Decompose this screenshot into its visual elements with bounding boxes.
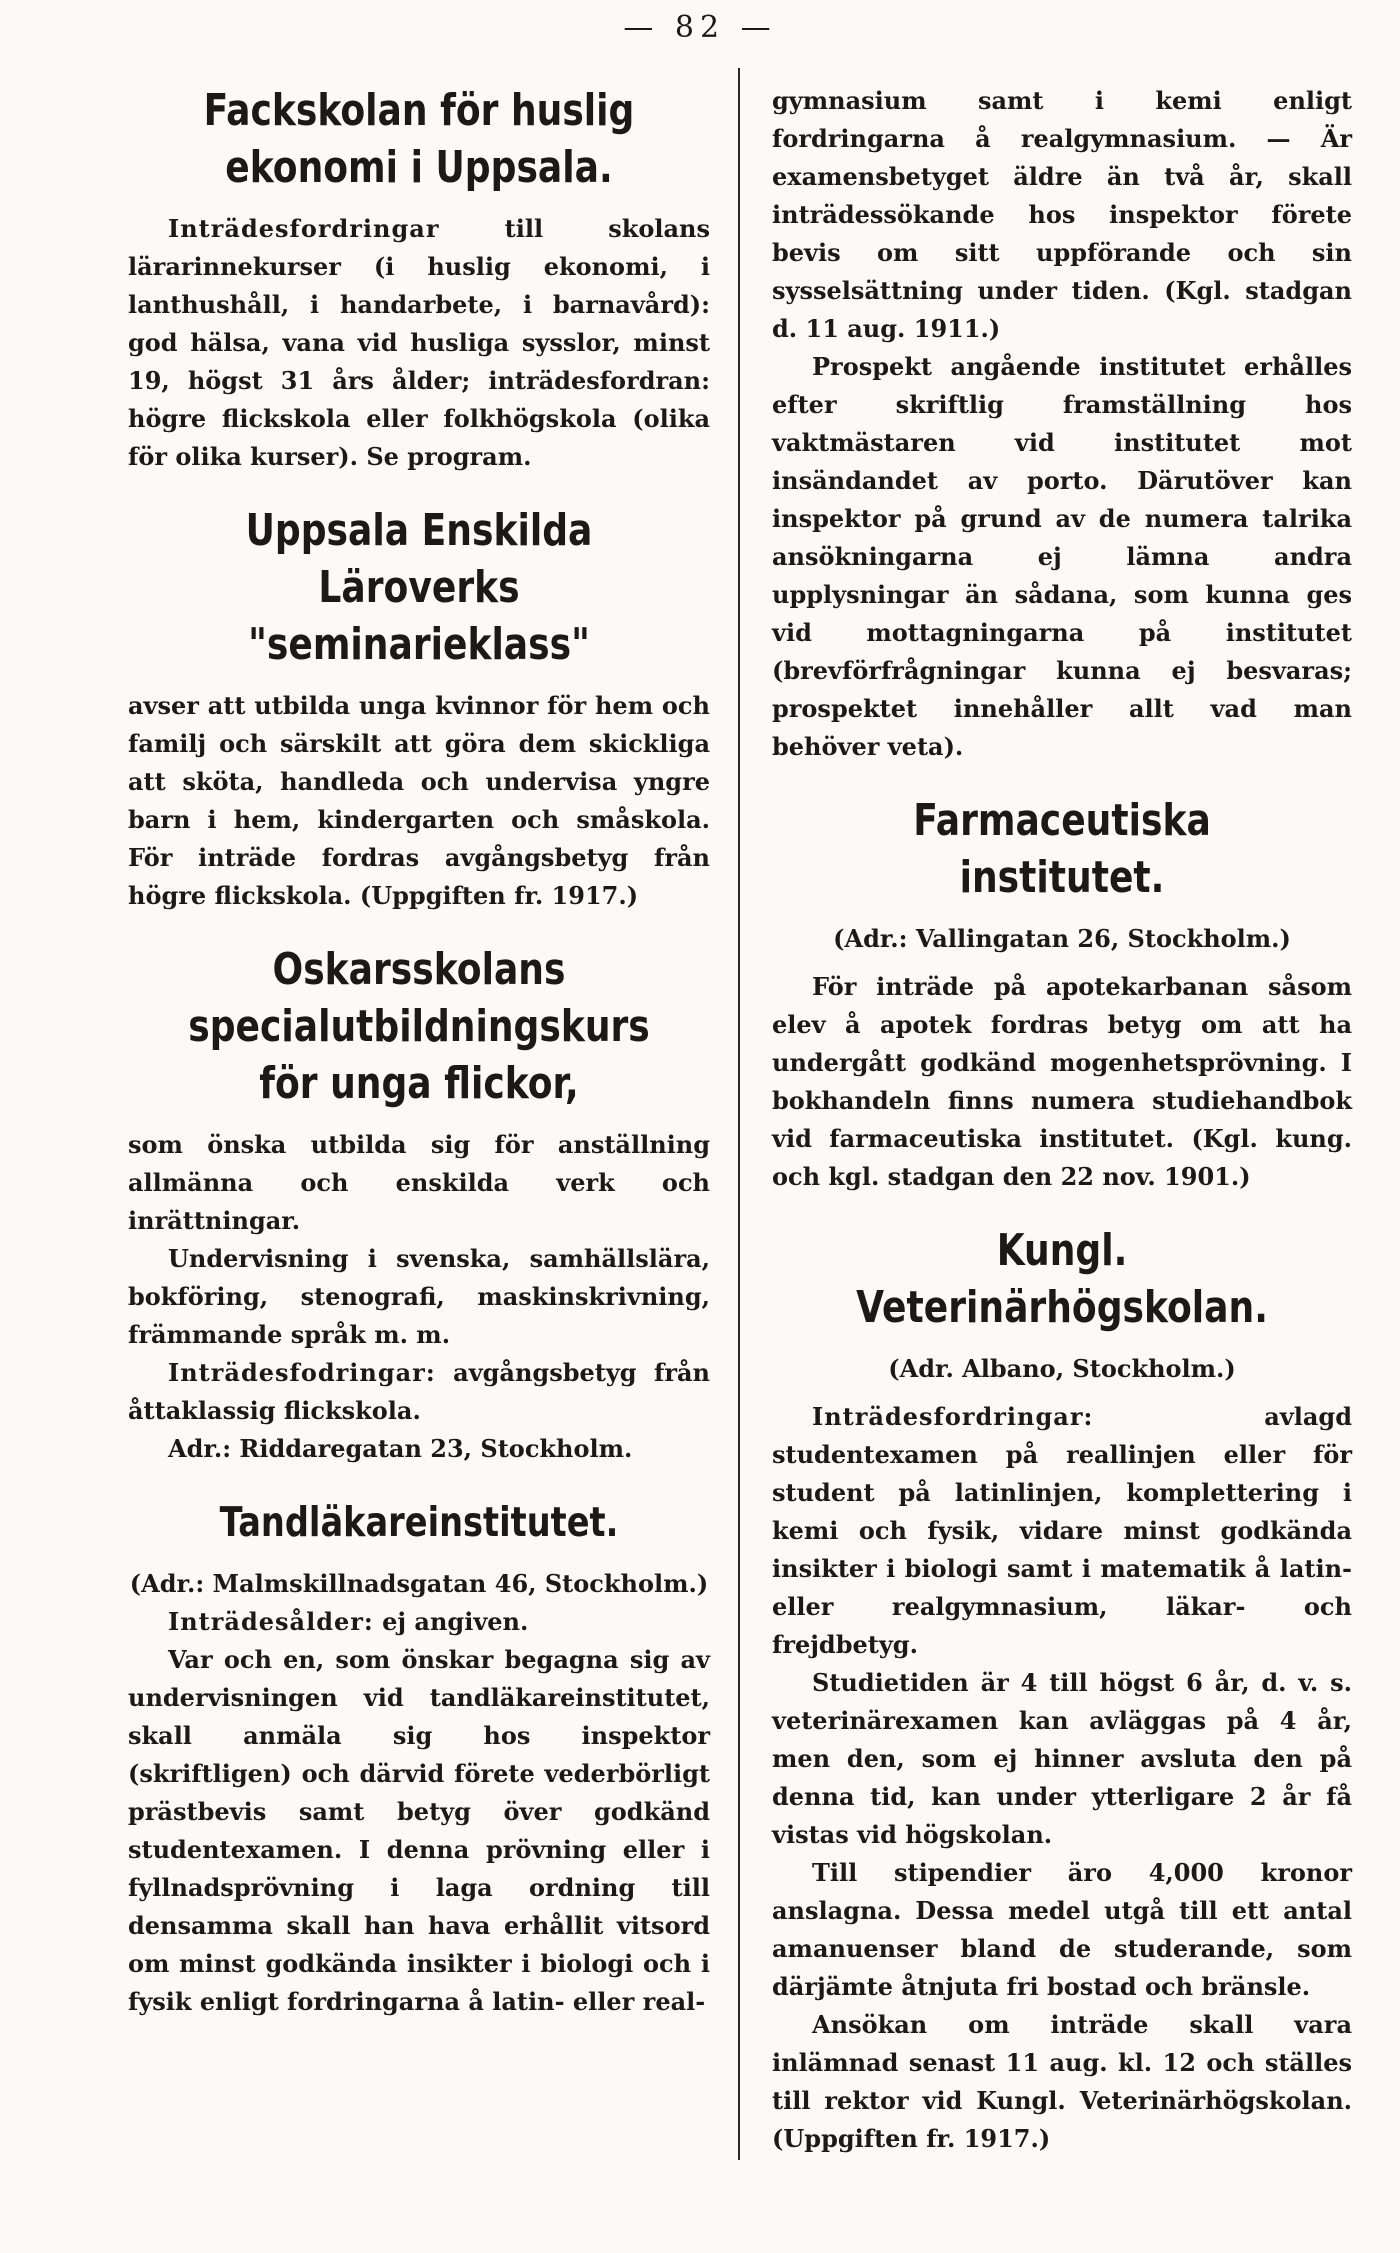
veterinarhogskolan-paragraph-4: Ansökan om inträde skall vara inlämnad senast 11 aug. kl. 12 och ställes till rektor vid Kungl. Veterinärhögskolan. (Uppgiften fr. 1917.) — [772, 2010, 1352, 2153]
tandlakareinstitutet-age: Inträdesålder: ej angiven. — [168, 1607, 529, 1636]
veterinarhogskolan-paragraph-3: Till stipendier äro 4,000 kronor anslagna. Dessa medel utgå till ett antal amanuenser bland de studerande, som därjämte åtnjuta fri bostad och bränsle. — [772, 1858, 1352, 2001]
section-body-uppsala-laroverk: avser att utbilda unga kvinnor för hem och familj och särskilt att göra dem skickliga att sköta, handleda och undervisa yngre barn i hem, kindergarten och småskola. För inträde fordras avgångsbetyg från högre flickskola. (Uppgiften fr. 1917.) — [128, 691, 710, 910]
oskarsskolan-address: Adr.: Riddaregatan 23, Stockholm. — [168, 1434, 633, 1463]
veterinarhogskolan-paragraph-1: Inträdesfordringar: avlagd studentexamen på reallinjen eller för student på latinlinjen, komplettering i kemi och fysik, vidare minst godkända insikter i biologi samt i matematik å latin- eller realgymnasium, läkar- och frejdbetyg. — [772, 1402, 1352, 1659]
section-title-farmaceutiska: Farmaceutiska institutet. — [913, 795, 1211, 903]
section-title-tandlakareinstitutet: Tandläkareinstitutet. — [219, 1498, 619, 1546]
farmaceutiska-body: För inträde på apotekarbanan såsom elev å apotek fordras betyg om att ha undergått godkänd mogenhetsprövning. I bokhandeln finns numera studiehandbok vid farmaceutiska institutet. (Kgl. kung. och kgl. stadgan den 22 nov. 1901.) — [772, 972, 1352, 1191]
label-intradesfordringar-veterinar: Inträdesfordringar: — [812, 1402, 1094, 1431]
section-body-fackskolan: Inträdesfordringar till skolans lärarinnekurser (i huslig ekonomi, i lanthushåll, i handarbete, i barnavård): god hälsa, vana vid husliga sysslor, minst 19, högst 31 års ålder; inträdesfordran: högre flickskola eller folkhögskola (olika för olika kurser). Se program. — [128, 214, 710, 471]
continuation-paragraph-1: gymnasium samt i kemi enligt fordringarna å realgymnasium. — Är examensbetyget äldre än två år, skall inträdessökande hos inspektor förete bevis om sitt uppförande och sin sysselsättning under tiden. (Kgl. stadgan d. 11 aug. 1911.) — [772, 86, 1352, 343]
right-column — [772, 82, 1352, 2158]
veterinarhogskolan-paragraph-2: Studietiden är 4 till högst 6 år, d. v. s. veterinärexamen kan avläggas på 4 år, men den, som ej hinner avsluta den på denna tid, kan under ytterligare 2 år få vistas vid högskolan. — [772, 1668, 1352, 1849]
section-title-veterinarhogskolan: Kungl. Veterinärhögskolan. — [856, 1225, 1268, 1333]
continuation-paragraph-2: Prospekt angående institutet erhålles efter skriftlig framställning hos vaktmästaren vid institutet mot insändandet av porto. Därutöver kan inspektor på grund av de numera talrika ansökningarna ej lämna andra upplysningar än sådana, som kunna ges vid mottagningarna på institutet (brevförfrågningar kunna ej besvaras; prospektet innehåller allt vad man behöver veta). — [772, 352, 1352, 761]
page-number: — 82 — — [623, 10, 777, 45]
tandlakareinstitutet-address: (Adr.: Malmskillnadsgatan 46, Stockholm.) — [129, 1569, 709, 1598]
column-divider — [738, 68, 740, 2160]
tandlakareinstitutet-body: Var och en, som önskar begagna sig av undervisningen vid tandläkareinstitutet, skall anmäla sig hos inspektor (skriftligen) och därvid förete vederbörligt prästbevis samt betyg över godkänd studentexamen. I denna prövning eller i fyllnadsprövning i laga ordning till densamma skall han hava erhållit vitsord om minst godkända insikter i biologi och i fysik enligt fordringarna å latin- eller real- — [128, 1645, 710, 2016]
farmaceutiska-address: (Adr.: Vallingatan 26, Stockholm.) — [833, 924, 1291, 953]
oskarsskolan-paragraph-3: Inträdesfodringar: avgångsbetyg från åttaklassig flickskola. — [128, 1358, 710, 1425]
label-intradesfodringar: Inträdesfodringar: — [168, 1358, 436, 1387]
section-title-oskarsskolan: Oskarsskolans specialutbildningskurs för unga flickor, — [188, 944, 650, 1109]
oskarsskolan-paragraph-2: Undervisning i svenska, samhällslära, bokföring, stenografi, maskinskrivning, främmande språk m. m. — [128, 1244, 710, 1349]
section-title-fackskolan: Fackskolan för huslig ekonomi i Uppsala. — [203, 85, 635, 193]
left-column — [128, 82, 710, 2021]
label-intradesfordringar: Inträdesfordringar — [168, 214, 440, 243]
label-intradesalder: Inträdesålder: — [168, 1607, 374, 1636]
section-title-uppsala-laroverk: Uppsala Enskilda Läroverks "seminarieklass" — [245, 505, 593, 670]
veterinarhogskolan-address: (Adr. Albano, Stockholm.) — [888, 1354, 1236, 1383]
oskarsskolan-paragraph-1: som önska utbilda sig för anställning allmänna och enskilda verk och inrättningar. — [128, 1130, 710, 1235]
